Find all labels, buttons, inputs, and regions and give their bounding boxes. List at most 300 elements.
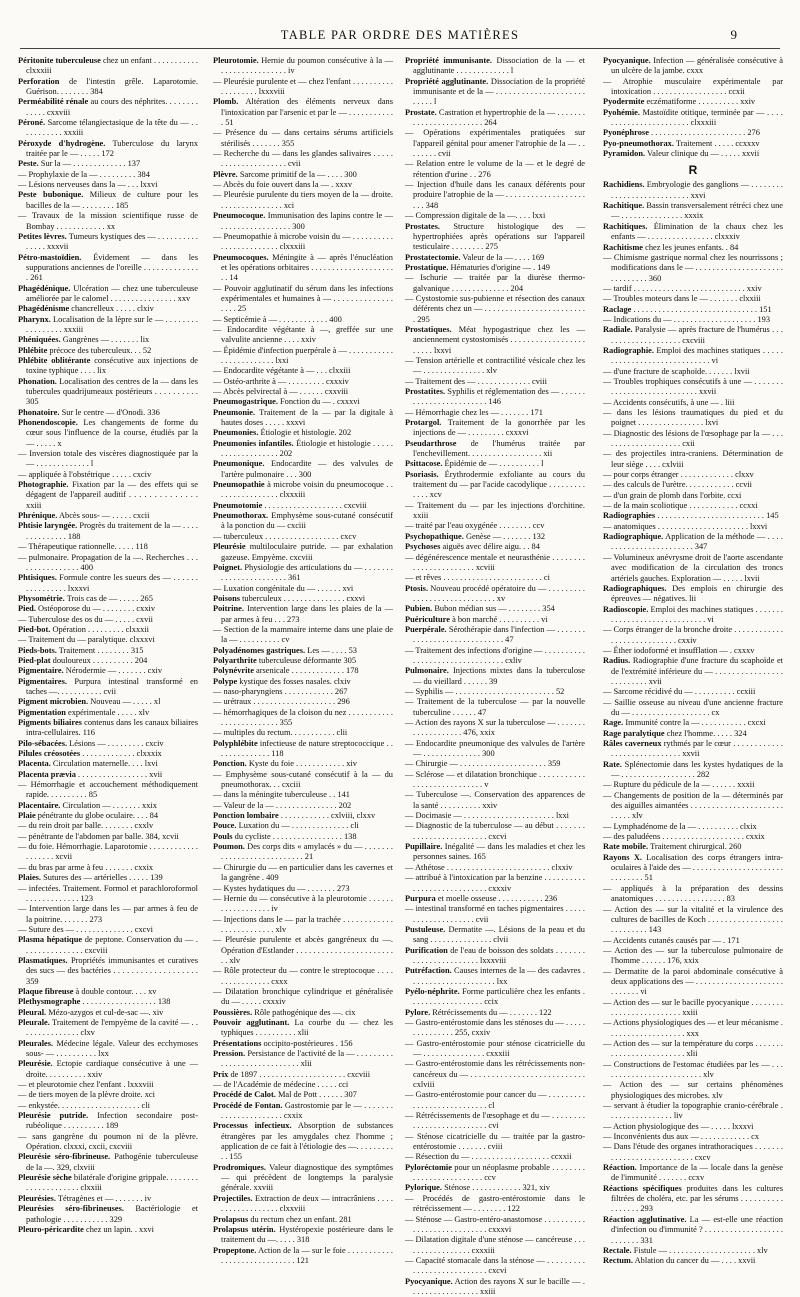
entry-text: — Pneumopathie à microbe voisin du — . . . . . . . . . . . . . . . . . . . . . . . . clxxxiii bbox=[213, 231, 393, 252]
index-entry bbox=[213, 211, 393, 232]
entry-text: Immunité contre la — . . . . . . . . . . . cxcxi bbox=[623, 718, 766, 728]
entry-heading: Purpura bbox=[405, 893, 436, 903]
entry-text: — intestinal transformé en taches pigmentaires . . . . . . . . . . . . . . . . . . . . cvii bbox=[405, 904, 585, 924]
entry-heading: Pyramidon. bbox=[603, 149, 646, 159]
entry-text: — Inversion totale des viscères diagnostiquée par la — . . . . . . . . . . . . . l bbox=[18, 449, 198, 469]
entry-text: — Épidémie d'infection puerpérale à — . . . . . . . . . . . . . . . . . . . . . . . . lxxi bbox=[213, 345, 393, 365]
index-entry bbox=[405, 56, 585, 77]
entry-text: Gangrènes — . . . . . . . lix bbox=[60, 335, 150, 345]
entry-text: — Dilatation digitale d'une sténose — cancéreuse . . . . . . . . . . . . . . . . . cxxxiii bbox=[405, 1235, 585, 1255]
entry-text: Nouveau — . . . . . xl bbox=[88, 697, 161, 707]
entry-heading: Pustuleuse. bbox=[405, 924, 446, 934]
entry-heading: Rachitique. bbox=[603, 201, 645, 211]
index-entry bbox=[18, 1225, 198, 1235]
entry-heading: Radiographiques. bbox=[603, 583, 667, 593]
entry-heading: Phrénique. bbox=[18, 511, 58, 521]
index-entry bbox=[18, 335, 198, 345]
entry-text: — Action des — sur certains phénomènes physiologiques des microbes. xlv bbox=[603, 1080, 783, 1100]
entry-text: Hystéropexie postérieure dans le traitement du —. . . . . 318 bbox=[221, 1224, 393, 1245]
entry-heading: Pied-plat bbox=[18, 655, 51, 665]
index-entry bbox=[18, 863, 198, 873]
entry-heading: Péritonite tuberculeuse bbox=[18, 56, 101, 65]
entry-text: — Chirurgie du — en particulier dans les cavernes et la gangrène . 409 bbox=[213, 862, 393, 883]
index-entry bbox=[18, 759, 198, 769]
index-entry bbox=[603, 1163, 783, 1184]
entry-text: de 1897 . . . . . . . . . . . . . . . . . . . . . cxcviii bbox=[228, 1069, 371, 1079]
entry-heading: Pneumonies infantiles. bbox=[213, 438, 294, 448]
entry-heading: Pyo-pneumothorax. bbox=[603, 138, 674, 148]
index-entry bbox=[18, 1204, 198, 1225]
entry-text: — d'une fracture de scaphoïde. . . . . . . lxvii bbox=[603, 366, 750, 376]
entry-text: Mézo-azygos et cul-de-sac —. xiv bbox=[46, 1007, 164, 1017]
entry-text: Sarcome télangiectasique de la tête du — . . . . . . . . . . . xxxiii bbox=[26, 118, 198, 138]
entry-text: Traitement chirurgical. 260 bbox=[648, 842, 742, 852]
entry-text: — Travaux de la mission scientifique russe de Bombay . . . . . . . . . . . . xx bbox=[18, 211, 198, 231]
entry-heading: Pneumonie. bbox=[213, 407, 256, 417]
index-entry bbox=[603, 832, 783, 842]
entry-text: — Relation entre le volume de la — et le degré de rétention d'urine . . 276 bbox=[405, 159, 585, 179]
index-entry bbox=[603, 791, 783, 822]
entry-heading: Ponction. bbox=[213, 759, 247, 769]
entry-heading: Pigmentation bbox=[18, 707, 66, 717]
index-entry bbox=[213, 697, 393, 707]
entry-heading: Plèvre. bbox=[213, 169, 238, 179]
entry-text: Propriétés immunisantes et curatives des sucs — des bactéries . . . . . . . . . . . . . . . . . . . 359 bbox=[26, 955, 198, 986]
entry-text: Structure histologique des — hypertrophiées après opérations sur l'appareil testiculaire . . . . . . . . 275 bbox=[413, 221, 585, 252]
entry-heading: Phonatoire. bbox=[18, 407, 60, 417]
index-entry bbox=[213, 821, 393, 831]
entry-heading: Radiographie. bbox=[603, 345, 654, 355]
index-entry bbox=[603, 501, 783, 511]
index-entry bbox=[18, 284, 198, 305]
entry-text: rythmés par le cœur . . . . . . . . . . . . . . . . . . . . . . . . . . . . . xxvii bbox=[611, 739, 783, 759]
index-entry bbox=[18, 832, 198, 842]
index-entry bbox=[18, 935, 198, 956]
entry-heading: Pneumocoques. bbox=[213, 252, 269, 262]
entry-text: Hématuries d'origine — . 149 bbox=[448, 262, 550, 272]
index-entry bbox=[18, 1039, 198, 1060]
index-entry bbox=[405, 946, 585, 967]
index-entry bbox=[213, 77, 393, 98]
index-entry bbox=[405, 573, 585, 583]
index-entry bbox=[603, 139, 783, 149]
index-entry bbox=[603, 998, 783, 1019]
entry-text: Pathogénie tuberculeuse de la —. 329, clxviii bbox=[26, 1152, 198, 1172]
entry-text: Causes internes de la — des cadavres . . . . . . . . . . . . . . . . . . . . . lxx bbox=[413, 966, 585, 986]
entry-text: Milieux de culture pour les bacilles de la — . . . . . . . . 185 bbox=[26, 190, 198, 210]
entry-text: — des paludéens . . . . . . . . . . . . . . . . . . . . cxxix bbox=[603, 832, 765, 842]
entry-heading: Pilules créosotées bbox=[18, 749, 81, 759]
entry-heading: Placenta. bbox=[18, 759, 51, 769]
entry-text: — hémorrhagiques de la cloison du nez . . . . . . . . . . . . . . . . . . . . . . . . . 355 bbox=[213, 707, 393, 727]
entry-text: Infection secondaire post-rubéolique . . . . . . . . . . 189 bbox=[26, 1111, 198, 1131]
index-entry bbox=[213, 739, 393, 760]
index-entry bbox=[405, 356, 585, 377]
entry-text: Les — . . . . 53 bbox=[305, 645, 357, 655]
entry-text: Dissociation de la propriété immunisante et de la — . . . . . . . . . . . . . . . . . . . . . . . . . . l bbox=[413, 76, 585, 107]
entry-heading: Polynévrite bbox=[213, 666, 254, 676]
entry-text: Bubon médian sus — . . . . . . . . 354 bbox=[432, 604, 555, 614]
entry-text: . . . . . . . . . . . . . . . . . xvii bbox=[75, 769, 163, 779]
entry-text: — Sclérose — et dilatation bronchique . . . . . . . . . . . . . . . . . . . . . . . . . . . . v bbox=[405, 769, 585, 790]
entry-text: — Dilatation bronchique cylindrique et généralisée du — . . . . . cxxxiv bbox=[213, 986, 393, 1007]
entry-text: de l'humérus traitée par l'enchevillement. . . . . . . . . . . . . . . . . . xii bbox=[413, 438, 585, 459]
index-entry bbox=[18, 97, 198, 118]
entry-text: — Gastro-entérostomie dans les rétrécissements non-cancéreux du — . . . . . . . . . . . . . . . . . . . . . . . . . . . cxlviii bbox=[405, 1059, 585, 1090]
entry-heading: Rage. bbox=[603, 718, 624, 728]
entry-text: Érythrodermie exfoliante au cours du traitement du — par l'acide cacodylique . . . . . . . . . . . . . xcv bbox=[413, 469, 585, 500]
index-entry bbox=[213, 387, 393, 397]
entry-text: Étiologie et histologie. 202 bbox=[258, 428, 352, 438]
entry-text: Syphilis et réglementation des — . . . . . . . . . . . . . . . . . . . . . . . . 146 bbox=[413, 387, 585, 407]
entry-text: Injections mixtes dans la tuberculose — du vieillard . . . . . . 39 bbox=[413, 666, 585, 686]
entry-heading: Procédé de Calot. bbox=[213, 1090, 276, 1100]
entry-heading: Phtisie laryngée. bbox=[18, 521, 78, 531]
index-entry bbox=[213, 170, 393, 180]
index-entry bbox=[405, 894, 585, 904]
entry-heading: Poumon. bbox=[213, 842, 245, 852]
index-entry bbox=[405, 1090, 585, 1111]
entry-heading: Pneumocoque. bbox=[213, 211, 266, 221]
entry-text: . . . . . . . . . . . . . . . . . . . . . . . . . . 145 bbox=[655, 511, 779, 521]
entry-heading: Rayons X. bbox=[603, 852, 642, 862]
entry-heading: Phlébite bbox=[18, 345, 48, 355]
index-entry bbox=[603, 367, 783, 377]
entry-text: — pénétrante de l'abdomen par balle. 384, xcvii bbox=[18, 831, 179, 841]
index-entry bbox=[405, 811, 585, 821]
index-entry bbox=[603, 480, 783, 490]
entry-heading: Pneumothorax. bbox=[213, 511, 269, 521]
index-entry bbox=[213, 666, 393, 676]
entry-text: — Action des — sur le bacille pyocyanique . . . . . . . . . . . . . . . . . . . . . . . . . xxiii bbox=[603, 997, 783, 1017]
index-entry bbox=[405, 211, 585, 221]
index-entry bbox=[603, 429, 783, 450]
index-entry bbox=[405, 770, 585, 791]
entry-text: au cours des néphrites. . . . . . . . . . . . . cxxviii bbox=[26, 97, 198, 117]
entry-heading: Plomb. bbox=[213, 97, 239, 107]
index-entry bbox=[603, 532, 783, 553]
entry-text: — anatomiques . . . . . . . . . . . . . . . . . . . . . . lxxvi bbox=[603, 521, 768, 531]
entry-text: — Pleurésie purulente et — chez l'enfant . . . . . . . . . . . . . . . . . . . lxxxviii bbox=[213, 76, 393, 97]
entry-text: bilatérale d'origine grippale. . . . . . . . . . . . . . . . . . . . . clxxiii bbox=[26, 1173, 199, 1193]
index-column-3 bbox=[405, 56, 585, 1296]
entry-text: Fonction du — . cxxxvi bbox=[277, 397, 360, 407]
index-entry bbox=[603, 1184, 783, 1215]
index-entry bbox=[213, 894, 393, 915]
entry-text: Mastoïdite otitique, terminée par — . . . . . . . . . . . . . . . . . . . . . . . clxxxiii bbox=[611, 107, 783, 128]
entry-text: Localisation de la lèpre sur le — . . . . . . . . . . . . . . . . . xxxiii bbox=[26, 314, 198, 334]
index-entry bbox=[18, 304, 198, 314]
entry-heading: Pigmentaires. bbox=[18, 676, 67, 686]
index-entry bbox=[405, 222, 585, 253]
entry-text: Tumeurs kystiques des — . . . . . . . . . . . . . . . xxxvii bbox=[26, 231, 198, 252]
entry-text: — Compression digitale de la —. . . . lxxi bbox=[405, 211, 546, 221]
entry-heading: Protargol. bbox=[405, 418, 442, 428]
entry-text: — Emphysème sous-cutané consécutif à la — du pneumothorax. . . cxciii bbox=[213, 769, 393, 790]
index-entry bbox=[213, 935, 393, 966]
entry-heading: Poignet. bbox=[213, 562, 243, 572]
index-entry bbox=[405, 532, 585, 542]
index-entry bbox=[18, 656, 198, 666]
index-entry bbox=[18, 646, 198, 656]
entry-heading: Pleurésies. bbox=[18, 1193, 56, 1203]
entry-text: — des calculs de l'urètre. . . . . . . . . . . . ccvii bbox=[603, 480, 752, 490]
index-entry bbox=[405, 718, 585, 739]
index-entry bbox=[603, 1215, 783, 1246]
entry-heading: Pneumonique. bbox=[213, 459, 265, 469]
entry-text: Splénectomie dans les kystes hydatiques de la — . . . . . . . . . . . . . . . . . . 282 bbox=[611, 759, 783, 780]
index-entry bbox=[18, 708, 198, 718]
index-entry bbox=[603, 1142, 783, 1163]
entry-heading: Pleurale. bbox=[18, 1017, 50, 1027]
index-entry bbox=[603, 222, 783, 243]
entry-heading: Phtisiques. bbox=[18, 573, 57, 583]
index-entry bbox=[213, 1163, 393, 1194]
entry-text: — dans la méningite tuberculeuse . . 141 bbox=[213, 790, 350, 800]
entry-heading: Plasma hépatique bbox=[18, 935, 83, 945]
index-entry bbox=[18, 987, 198, 997]
index-entry bbox=[18, 718, 198, 739]
index-entry bbox=[603, 584, 783, 605]
entry-text: Localisation des corps étrangers intra-oculaires à l'aide des — . . . . . . . . . . . . . . . . . . . . . . . . . . . . . . 51 bbox=[611, 852, 784, 883]
index-entry bbox=[405, 1018, 585, 1039]
entry-text: — Hernie du — consécutive à la pleurotomie . . . . . . . . . . . . . . . . . . iv bbox=[213, 893, 393, 914]
entry-heading: Pleurésie séro-fibrineuse. bbox=[18, 1152, 111, 1162]
index-entry bbox=[213, 677, 393, 687]
entry-text: — Atrophie musculaire expérimentale par intoxication . . . . . . . . . . . . . . . . . . ccxii bbox=[603, 76, 783, 97]
index-entry bbox=[18, 739, 198, 749]
index-entry bbox=[405, 77, 585, 108]
index-entry bbox=[18, 873, 198, 883]
index-entry bbox=[213, 501, 393, 511]
entry-text: . . . . . . . . . . . . . . . . . . . . . . . 276 bbox=[648, 128, 760, 138]
index-entry bbox=[405, 521, 585, 531]
entry-text: — Présence du — dans certains sérums artificiels stérilisés . . . . . . . 355 bbox=[213, 128, 393, 148]
entry-text: — Intervention large dans les — par armes à feu de la poitrine. . . . . . . 273 bbox=[18, 904, 198, 924]
entry-heading: Poisons bbox=[213, 593, 240, 603]
entry-text: Des corps dits « amylacés » du — . . . . . . . . . . . . . . . . . . . . . . . . . . . 21 bbox=[221, 842, 393, 862]
entry-text: — Docimasie — . . . . . . . . . . . . . . . . . . . . . . lxxi bbox=[405, 811, 569, 821]
index-entry bbox=[18, 449, 198, 470]
entry-heading: Pieds-bots. bbox=[18, 645, 57, 655]
index-entry bbox=[405, 625, 585, 646]
entry-text: — Recherche du — dans les glandes salivaires . . . . . . . . . . . . . . . . . . . . . cvii bbox=[213, 149, 393, 169]
index-entry bbox=[603, 294, 783, 304]
entry-text: Dissociation de la — et agglutinante . . . . . . . . . . . . . l bbox=[413, 56, 585, 76]
entry-heading: Procédé de Fontan. bbox=[213, 1100, 283, 1110]
entry-text: Hernie du poumon consécutive à la — . . . . . . . . . . . . . . . . iv bbox=[221, 56, 393, 76]
entry-text: — pulmonaire. Propagation de la —. Recherches . . . . . . . . . . . . . . . . 400 bbox=[18, 552, 198, 572]
index-column-2 bbox=[213, 56, 394, 1265]
index-entry bbox=[603, 967, 783, 998]
entry-heading: Présentations bbox=[213, 1038, 262, 1048]
index-entry bbox=[18, 625, 198, 635]
index-entry bbox=[18, 480, 198, 511]
index-entry bbox=[213, 397, 393, 407]
entry-heading: Polyphlébite bbox=[213, 738, 258, 748]
entry-heading: Polype bbox=[213, 676, 238, 686]
entry-heading: Péroné. bbox=[18, 118, 46, 128]
index-entry bbox=[213, 1080, 393, 1090]
index-entry bbox=[405, 1111, 585, 1132]
entry-text: — Chimisme gastrique normal chez les nourrissons ; modifications dans le — . . . . . . . . . . . . . . . . . . . . . . . . . . . . . . 360 bbox=[603, 252, 783, 283]
entry-heading: Radiale. bbox=[603, 325, 633, 335]
index-entry bbox=[213, 1215, 393, 1225]
entry-text: chez les jeunes enfants. . 84 bbox=[643, 242, 739, 252]
index-entry bbox=[405, 904, 585, 925]
entry-text: — Corps étranger de la bronche droite . . . . . . . . . . . . . . . . . . . . . . . . . . . . cxxiv bbox=[603, 625, 783, 645]
entry-heading: Raclage bbox=[603, 304, 632, 314]
entry-text: Absorption de substances étrangères par les amygdales chez l'homme ; application de ce fait à l'étiologie des —. . . . . . . . . . . 155 bbox=[221, 1121, 393, 1162]
entry-text: Rétrécissements du — . . . . . . . 122 bbox=[430, 1007, 552, 1017]
entry-text: — Section de la mammaire interne dans une plaie de la — . . . . . . . . . . cv bbox=[213, 624, 393, 645]
entry-text: Extraction de deux — intracrâniens . . . . . . . . . . . . . . . . . . clxxviii bbox=[221, 1193, 393, 1214]
entry-text: produites dans les cultures filtrées de choléra, etc. par les sérums . . . . . . . . . . . . . . . . . 293 bbox=[611, 1183, 783, 1214]
entry-heading: Psittacose. bbox=[405, 459, 443, 469]
index-entry bbox=[405, 108, 585, 129]
index-columns bbox=[18, 56, 784, 1296]
entry-text: Progrès du traitement de la — . . . . . . . . . . . . . . 188 bbox=[26, 521, 198, 541]
entry-text: chez l'homme. . . . . 324 bbox=[664, 728, 747, 738]
entry-text: chez un enfant . . . . . . . . . . . clxxxiii bbox=[26, 56, 198, 76]
entry-heading: Psoriasis. bbox=[405, 469, 439, 479]
entry-heading: Pleurésie bbox=[213, 542, 246, 552]
entry-heading: Plaque fibreuse bbox=[18, 986, 74, 996]
entry-text: — Hémorrhagie chez les — . . . . . . . 171 bbox=[405, 407, 543, 417]
index-entry bbox=[213, 966, 393, 987]
entry-text: — Dermatite de la paroi abdominale consécutive à deux applications des — . . . . . . . . . . . . . . . . . . . . . . . . . . . . vi bbox=[603, 966, 783, 997]
entry-heading: Rectale. bbox=[603, 1245, 632, 1255]
index-entry bbox=[405, 459, 585, 469]
index-entry bbox=[405, 418, 585, 439]
index-entry bbox=[18, 1008, 198, 1018]
entry-text: Traitement . . . . . . . . 315 bbox=[56, 645, 144, 655]
entry-text: du rectum chez un enfant. 281 bbox=[248, 1214, 352, 1224]
entry-text: Inégalité — dans les maladies et chez les personnes saines. 165 bbox=[413, 842, 585, 862]
entry-text: — Lymphadénome de la — . . . . . . . . . . clxix bbox=[603, 821, 757, 831]
index-entry bbox=[18, 56, 198, 77]
index-entry bbox=[405, 1256, 585, 1277]
entry-text: — Abcès pelvirectal à — . . . . . . cxxviii bbox=[213, 387, 349, 396]
entry-text: Méat hypogastrique chez les — anciennement cystostomisés . . . . . . . . . . . . . . . . . . . . . . . lxxvi bbox=[413, 324, 585, 355]
index-entry bbox=[213, 790, 393, 800]
entry-text: de peptone. Conservation du — . . . . . . . . . . . . . . . cxcviii bbox=[26, 935, 198, 955]
entry-text: Intervention large dans les plaies de la — par armes à feu . . . 273 bbox=[221, 604, 393, 624]
index-entry bbox=[18, 1080, 198, 1090]
entry-heading: Prostatites. bbox=[405, 387, 446, 396]
entry-text: Des emplois en chirurgie des épreuves — négatives. lii bbox=[611, 583, 783, 604]
index-entry bbox=[213, 232, 393, 253]
index-entry bbox=[213, 190, 393, 211]
index-entry bbox=[213, 594, 393, 604]
index-entry bbox=[603, 1018, 783, 1039]
index-entry bbox=[405, 584, 585, 605]
index-entry bbox=[603, 305, 783, 315]
running-title: TABLE PAR ORDRE DES MATIÈRES bbox=[280, 28, 520, 42]
index-entry bbox=[213, 1194, 393, 1215]
entry-text: — dégénérescence mentale et neurasthénie . . . . . . . . . . . . . . . . . . . . . . . xcviii bbox=[405, 552, 585, 572]
entry-text: Mal de Pott . . . . . . 307 bbox=[275, 1090, 357, 1100]
index-entry bbox=[213, 1101, 393, 1122]
entry-text: Sarcome primitif de la — . . . . 300 bbox=[237, 169, 357, 179]
entry-heading: Pulmonaire. bbox=[405, 666, 449, 676]
entry-text: Dermatite —. Lésions de la peau et du sang . . . . . . . . . . . . . . . clvii bbox=[413, 924, 585, 945]
entry-text: — Kystes hydatiques du — . . . . . . . 273 bbox=[213, 883, 350, 893]
entry-text: consécutive aux injections de toxine typhique . . . . lix bbox=[26, 355, 199, 376]
index-entry bbox=[603, 398, 783, 408]
index-entry bbox=[603, 729, 783, 739]
index-entry bbox=[213, 1121, 393, 1162]
index-entry bbox=[213, 656, 393, 666]
index-entry bbox=[213, 708, 393, 729]
entry-text: — Procédés de gastro-entérostomie dans le rétrécissement — . . . . . . . . 122 bbox=[405, 1193, 585, 1214]
index-entry bbox=[405, 542, 585, 552]
entry-heading: Pneumonies. bbox=[213, 428, 259, 438]
entry-text: — traité par l'eau oxygénée . . . . . . . . ccv bbox=[405, 521, 545, 531]
entry-text: — tuberculeux . . . . . . . . . . . . . . . . . . cxcv bbox=[213, 531, 357, 541]
index-entry bbox=[18, 553, 198, 574]
index-entry bbox=[405, 128, 585, 159]
index-entry bbox=[213, 759, 393, 769]
index-entry bbox=[18, 139, 198, 160]
entry-text: Étiologie et histologie . . . . . . . . . . . . . . . . . . . 202 bbox=[221, 438, 394, 459]
entry-text: tuberculeuse déformante 305 bbox=[256, 655, 357, 665]
entry-heading: Psychopathique. bbox=[405, 531, 464, 541]
index-entry bbox=[603, 884, 783, 905]
entry-text: — dans les lésions traumatiques du pied et du poignet . . . . . . . . . . . . . . . . lxvi bbox=[603, 408, 783, 428]
index-entry bbox=[405, 263, 585, 273]
entry-text: — Action des — sur la tuberculose pulmonaire de l'homme . . . . . . 176, xxix bbox=[603, 945, 783, 966]
entry-text: eczématiforme . . . . . . . . . . xxiv bbox=[644, 97, 756, 107]
entry-text: arsenicale . . . . . . . . . . . . . 178 bbox=[253, 666, 359, 676]
index-entry bbox=[213, 284, 393, 315]
entry-text: — et rêves . . . . . . . . . . . . . . . . . . . . . . . . ci bbox=[405, 573, 550, 583]
index-entry bbox=[603, 553, 783, 584]
entry-text: Physiologie des articulations du — . . . . . . . . . . . . . . . . . . . . . . . 361 bbox=[221, 562, 393, 583]
index-entry bbox=[18, 884, 198, 905]
entry-text: Tuberculose du larynx traitée par le — . . . . . 172 bbox=[26, 138, 199, 159]
index-entry bbox=[213, 801, 393, 811]
entry-text: — Injection d'huile dans les canaux déférents pour produire l'atrophie de la — . . . . . . . . . . . . . . . . . . . . . . 348 bbox=[405, 180, 585, 210]
entry-text: — infectées. Traitement. Formol et parachloroformol . . . . . . . . . . . . . 123 bbox=[18, 883, 198, 903]
page-header bbox=[0, 0, 800, 50]
entry-heading: Petites lèvres. bbox=[18, 231, 67, 241]
entry-heading: Pleurésie putride. bbox=[18, 1111, 89, 1121]
entry-heading: Pigments biliaires bbox=[18, 718, 82, 727]
index-entry bbox=[405, 553, 585, 574]
index-entry bbox=[18, 159, 198, 169]
index-entry bbox=[213, 863, 393, 884]
entry-text: — Cystostomie sus-pubienne et résection des canaux déférents chez un — . . . . . . . . . . . . . . . . . . . . . . . . . 295 bbox=[405, 293, 585, 324]
entry-text: — Sarcome récidivé du — . . . . . . . . . . ccxiii bbox=[603, 687, 756, 697]
entry-text: — Ostéo-arthrite à — . . . . . . . . . cxxxiv bbox=[213, 376, 349, 386]
index-entry bbox=[18, 997, 198, 1007]
index-entry bbox=[18, 408, 198, 418]
index-entry bbox=[18, 1111, 198, 1132]
entry-text: de l'eau de boisson des soldats . . . . . . . . . . . . . . . . . . . . . . . lxxxviii bbox=[413, 945, 585, 965]
index-entry bbox=[603, 253, 783, 284]
index-entry bbox=[405, 1235, 585, 1256]
index-entry bbox=[405, 821, 585, 842]
index-entry bbox=[405, 666, 585, 687]
entry-text: Endocardite — des valvules de l'artère pulmonaire . . . 300 bbox=[221, 459, 393, 479]
entry-text: infectieuse de nature streptococcique . . . . . . . . . . . . . . 118 bbox=[221, 738, 393, 759]
entry-text: Emploi des machines statiques . . . . . . . . . . . . . . . . . . . . . . . . . . . . . . vi bbox=[611, 604, 783, 624]
entry-heading: Pubien. bbox=[405, 604, 433, 614]
entry-text: — Tension artérielle et contractilité vésicale chez les — . . . . . . . . . . . . . . . xlv bbox=[405, 355, 585, 376]
entry-text: à double contour. . . . xv bbox=[73, 986, 157, 996]
index-entry bbox=[603, 1122, 783, 1132]
